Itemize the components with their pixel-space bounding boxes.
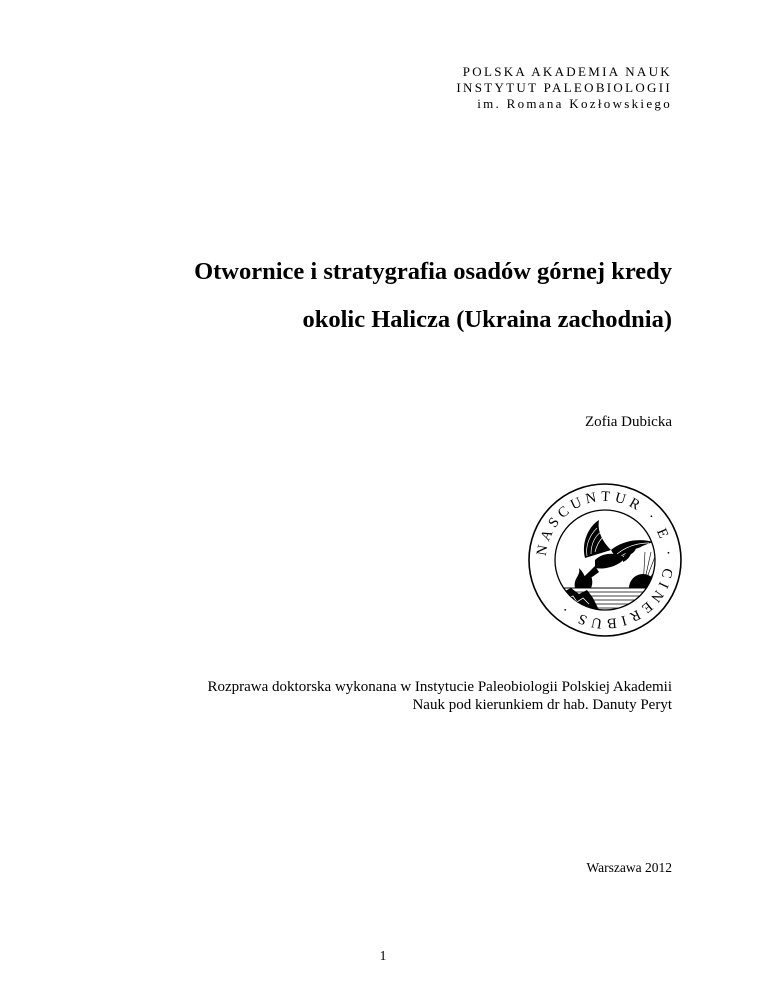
description-line-2: Nauk pod kierunkiem dr hab. Danuty Peryt xyxy=(412,697,672,713)
seal-graphic xyxy=(525,480,685,640)
page-number xyxy=(0,948,768,964)
institution-header xyxy=(192,64,672,112)
academy-name: POLSKA AKADEMIA NAUK xyxy=(462,64,672,79)
place-and-date: Warszawa 2012 xyxy=(586,860,672,875)
author-name: Zofia Dubicka xyxy=(584,414,672,430)
page-number-value: 1 xyxy=(379,948,387,963)
title-line-2: okolic Halicza (Ukraina zachodnia) xyxy=(302,306,672,333)
seal-motto: NASCUNTUR · E · CINERIBUS · xyxy=(533,488,677,632)
thesis-title xyxy=(32,248,672,344)
institute-name: INSTYTUT PALEOBIOLOGII xyxy=(456,80,672,95)
title-line-1: Otwornice i stratygrafia osadów górnej kredy xyxy=(194,258,672,285)
description-line-1: Rozprawa doktorska wykonana w Instytucie Paleobiologii Polskiej Akademii xyxy=(207,679,672,695)
phoenix-seal-icon xyxy=(525,480,685,640)
thesis-description xyxy=(32,678,672,714)
institute-patron: im. Romana Kozłowskiego xyxy=(477,96,672,111)
